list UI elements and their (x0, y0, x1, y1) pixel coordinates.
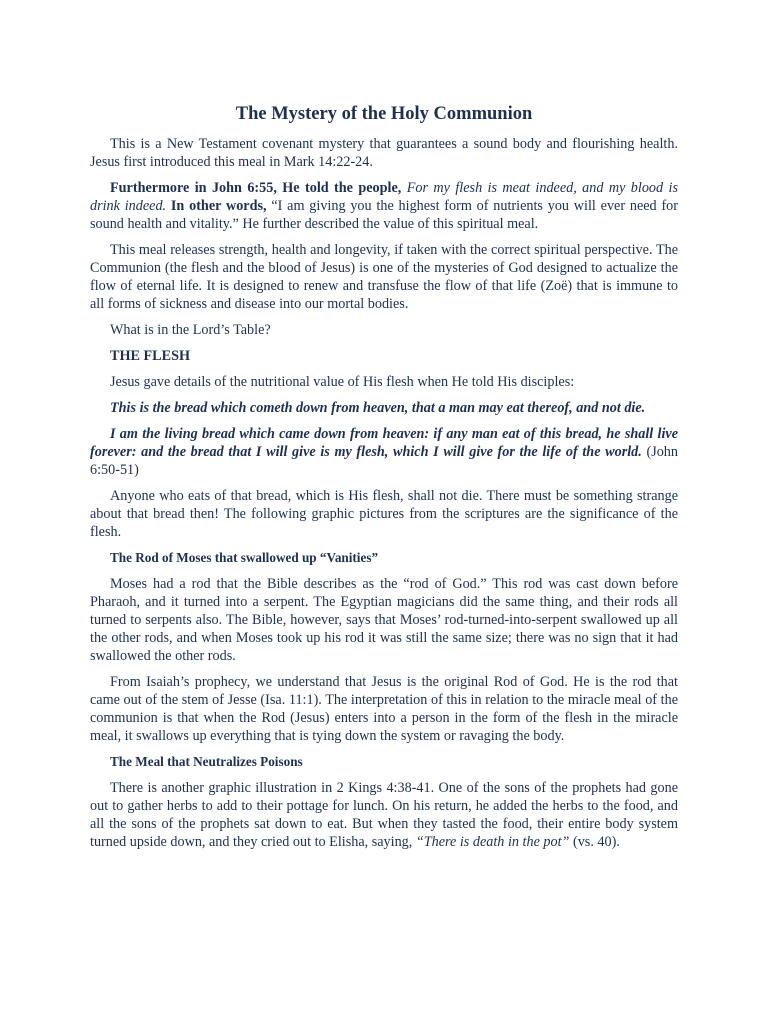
lead-text: Furthermore in John 6:55, He told the people, (110, 180, 407, 196)
paragraph-jesus-gave-details: Jesus gave details of the nutritional value of His flesh when He told His disciples: (110, 374, 575, 390)
paragraph-john-6-55 (90, 179, 678, 233)
scripture-quote-bread: This is the bread which cometh down from heaven, that a man may eat thereof, and not die. (110, 400, 646, 416)
paragraph-anyone-who-eats: Anyone who eats of that bread, which is His flesh, shall not die. There must be something strange about that bread then! The following graphic pictures from the scriptures are the significance of the flesh. (90, 488, 678, 540)
paragraph-moses-rod: Moses had a rod that the Bible describes as the “rod of God.” This rod was cast down before Pharaoh, and it turned into a serpent. The Egyptian magicians did the same thing, and their rods all turned to serpents also. The Bible, however, says that Moses’ rod-turned-into-serpent swallowed up all the other rods, and when Moses took up his rod it was still the same size; there was no sign that it had swallowed the other rods. (90, 576, 678, 664)
paragraph-intro: This is a New Testament covenant mystery that guarantees a sound body and flourishing health. Jesus first introduced this meal in Mark 14:22-24. (90, 136, 678, 170)
paragraph-lords-table: What is in the Lord’s Table? (110, 322, 271, 338)
scripture-quote-living-bread (90, 425, 678, 479)
paragraph-text: There is another graphic illustration in 2 Kings 4:38-41. One of the sons of the prophets had gone out to gather herbs to add to their pottage for lunch. On his return, he added the herbs to the food, and all the sons of the prophets sat down to eat. But when they tasted the food, their entire body system turned upside down, and they cried out to Elisha, saying, (90, 780, 678, 850)
scripture-quote-death-in-pot: “There is death in the pot” (415, 834, 570, 850)
heading-rod-of-moses: The Rod of Moses that swallowed up “Vanities” (110, 550, 379, 565)
quote-reference: (vs. 40). (569, 834, 620, 850)
heading-meal-neutralizes-poisons: The Meal that Neutralizes Poisons (110, 754, 303, 769)
paragraph-isaiah-prophecy: From Isaiah’s prophecy, we understand that Jesus is the original Rod of God. He is the rod that came out of the stem of Jesse (Isa. 11:1). The interpretation of this in relation to the miracle meal of the communion is that when the Rod (Jesus) enters into a person in the form of the flesh in the miracle meal, it swallows up everything that is tying down the system or ravaging the body. (90, 674, 678, 744)
quote-reference: (John 6:50-51) (90, 444, 678, 478)
in-other-words-text: In other words, (166, 198, 272, 214)
page-title: The Mystery of the Holy Communion (235, 104, 533, 124)
heading-the-flesh: THE FLESH (110, 348, 191, 364)
quote-text: I am the living bread which came down from heaven: if any man eat of this bread, he shall live forever: and the bread that I will give is my flesh, which I will give for the life of the world. (90, 426, 678, 460)
paragraph-2-kings (90, 779, 678, 851)
scripture-quote: For my flesh is meat indeed, and my blood is drink indeed. (90, 180, 678, 214)
paragraph-rest: “I am giving you the highest form of nutrients you will ever need for sound health and vitality.” He further described the value of this spiritual meal. (90, 198, 678, 232)
paragraph-meal-releases: This meal releases strength, health and longevity, if taken with the correct spiritual perspective. The Communion (the flesh and the blood of Jesus) is one of the mysteries of God designed to actualize the flow of eternal life. It is designed to renew and transfuse the flow of that life (Zoë) that is immune to all forms of sickness and disease into our mortal bodies. (90, 242, 678, 312)
